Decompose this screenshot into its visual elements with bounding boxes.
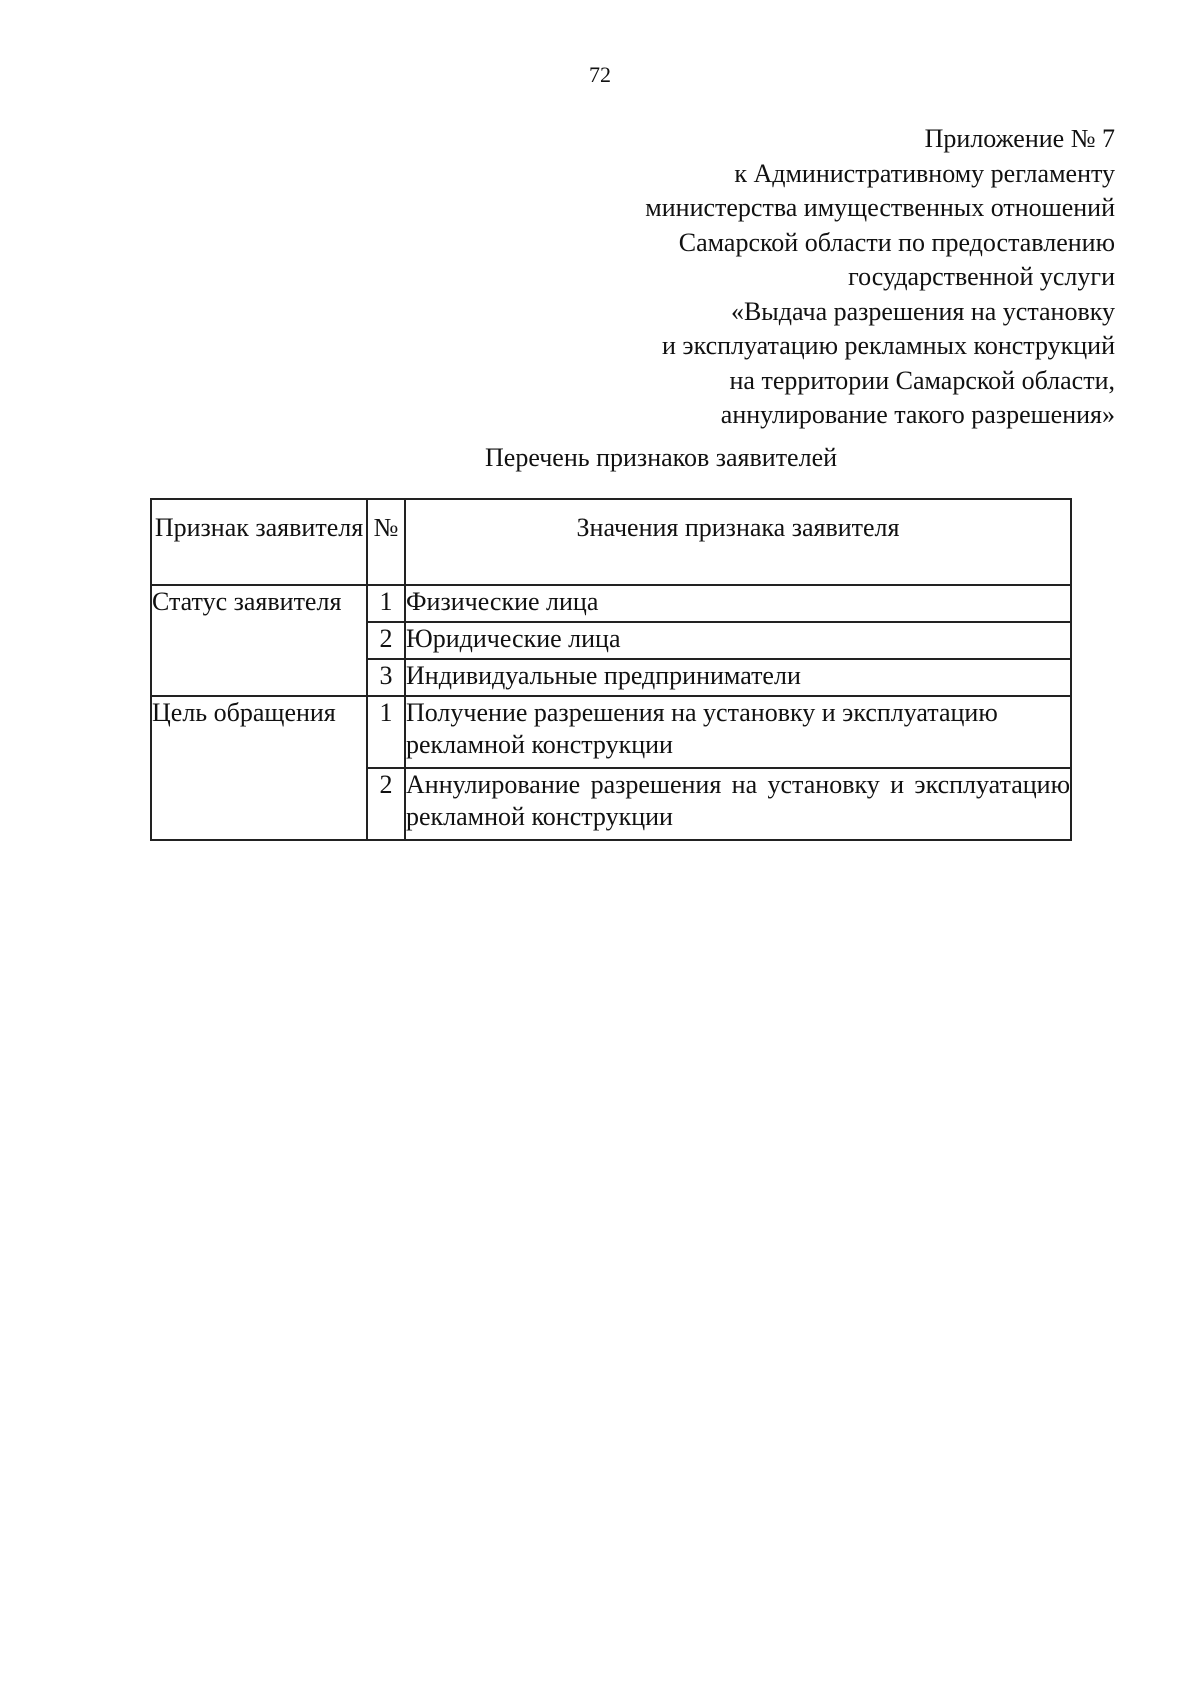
appendix-line: Приложение № 7	[924, 124, 1115, 153]
appendix-header	[415, 122, 1115, 433]
appendix-line: к Административному регламенту	[734, 158, 1115, 188]
feature-cell: Цель обращения	[151, 696, 367, 840]
appendix-line: Самарской области по предоставлению	[678, 227, 1115, 257]
appendix-line: «Выдача разрешения на установку	[730, 296, 1115, 326]
number-cell: 1	[367, 585, 405, 622]
table-header-row	[151, 499, 1071, 585]
feature-cell: Статус заявителя	[151, 585, 367, 696]
appendix-line: на территории Самарской области,	[729, 365, 1115, 395]
value-cell: Физические лица	[405, 585, 1071, 622]
table-row	[151, 696, 1071, 768]
number-cell: 1	[367, 696, 405, 768]
list-title-text: Перечень признаков заявителей	[485, 443, 838, 472]
table-row	[151, 585, 1071, 622]
appendix-line: аннулирование такого разрешения»	[720, 400, 1115, 429]
appendix-line: государственной услуги	[848, 262, 1115, 291]
value-cell: Индивидуальные предприниматели	[405, 659, 1071, 696]
value-cell: Получение разрешения на установку и эксплуатацию рекламной конструкции	[405, 696, 1071, 768]
appendix-line: министерства имущественных отношений	[645, 193, 1115, 222]
number-cell: 3	[367, 659, 405, 696]
page-number: 72	[589, 62, 611, 87]
value-cell: Аннулирование разрешения на установку и эксплуатацию рекламной конструкции	[405, 768, 1071, 840]
number-cell: 2	[367, 622, 405, 659]
number-cell: 2	[367, 768, 405, 840]
header-number: №	[367, 499, 405, 585]
list-title	[0, 442, 1200, 474]
header-feature: Признак заявителя	[151, 499, 367, 585]
applicant-features-table	[150, 498, 1072, 841]
header-value: Значения признака заявителя	[405, 499, 1071, 585]
appendix-line: и эксплуатацию рекламных конструкций	[662, 331, 1115, 360]
value-cell: Юридические лица	[405, 622, 1071, 659]
